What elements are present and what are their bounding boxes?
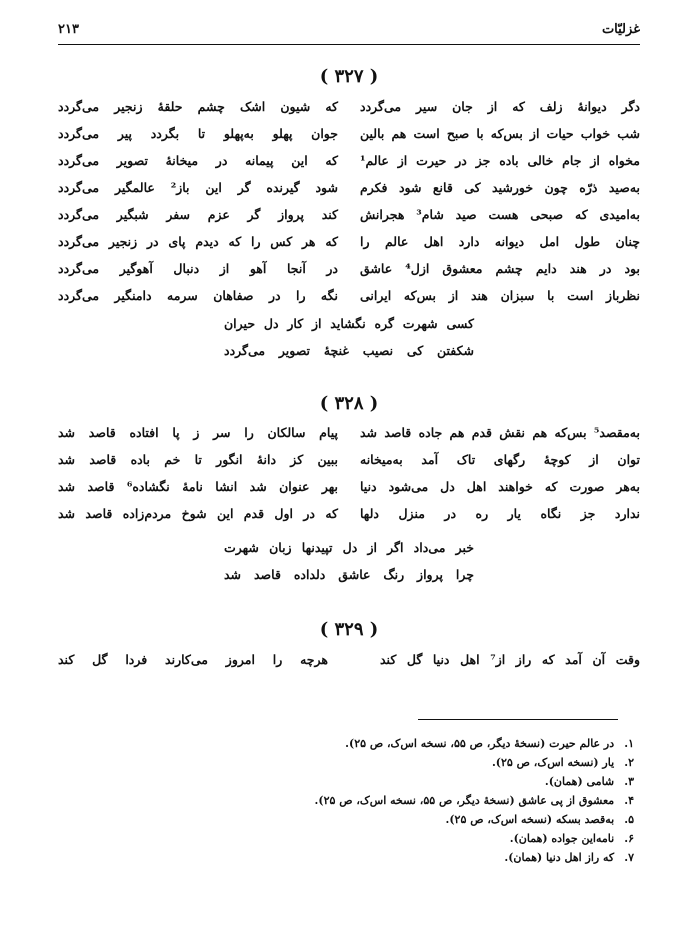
final-hemistich-2: چرا پرواز رنگ عاشق دلداده قاصد شد (224, 567, 474, 582)
second-hemistich: نگه را در صفاهان سرمه دامنگیر می‌گردد (58, 288, 338, 303)
second-hemistich: پیام سالکان را سر ز پا افتاده قاصد شد (58, 425, 338, 440)
first-hemistich: چنان طول امل دیوانه دارد اهل عالم را (360, 234, 640, 249)
footnote: ۴. معشوق از پی عاشق (نسخهٔ دیگر، ص ۵۵، نسخه اس‌ک، ص ۲۵). (314, 794, 634, 807)
final-couplet-line (0, 316, 698, 338)
first-hemistich: شب خواب حیات از بس‌که با صبح است هم بالین (360, 126, 640, 141)
first-hemistich: مخواه از جام خالی باده جز در حیرت از عالم¹ (360, 153, 640, 168)
couplet (58, 479, 640, 501)
header-rule (58, 44, 640, 45)
footnote: ۵. به‌قصد بسکه (نسخه اس‌ک، ص ۲۵). (445, 813, 634, 826)
second-hemistich: بهر عنوان شد انشا نامهٔ نگشاده⁶ قاصد شد (58, 479, 338, 494)
first-hemistich: نظرباز است با سبزان هند از بس‌که ایرانی (360, 288, 640, 303)
first-hemistich: به‌امیدی که صبحی هست صید شام³ هجرانش (360, 207, 640, 222)
first-hemistich: بود در هند دایم چشم معشوق ازل⁴ عاشق (360, 261, 640, 276)
footnote: ۳. شامی (همان). (544, 775, 634, 788)
second-hemistich: در آنجا آهو از دنبال آهوگیر می‌گردد (58, 261, 338, 276)
couplet (58, 207, 640, 229)
second-hemistich: ببین کز دانهٔ انگور تا خم باده قاصد شد (58, 452, 338, 467)
footnote: ۷. که راز اهل دنیا (همان). (504, 851, 634, 864)
couplet (58, 452, 640, 474)
footnote-rule (418, 719, 618, 720)
second-hemistich: شود گیرنده گر این باز² عالمگیر می‌گردد (58, 180, 338, 195)
couplet (58, 99, 640, 121)
second-hemistich: جوان پهلو به‌پهلو تا بگردد پیر می‌گردد (58, 126, 338, 141)
first-hemistich: به‌هر صورت که خواهند اهل دل می‌شود دنیا (360, 479, 640, 494)
couplet (58, 234, 640, 256)
poem-title-328: ( ۳۲۸ ) (319, 393, 379, 414)
final-couplet-line (0, 540, 698, 562)
footnote: ۱. در عالم حیرت (نسخهٔ دیگر، ص ۵۵، نسخه اس‌ک، ص ۲۵). (345, 737, 634, 750)
first-hemistich: ندارد جز نگاه یار ره در منزل دلها (360, 506, 640, 521)
page-header (58, 22, 640, 42)
first-hemistich: توان از کوچهٔ رگهای تاک آمد به‌میخانه (360, 452, 640, 467)
first-hemistich: وقت آن آمد که راز از⁷ اهل دنیا گل کند (380, 652, 640, 667)
footnote: ۲. یار (نسخه اس‌ک، ص ۲۵). (491, 756, 634, 769)
first-hemistich: دگر دیوانهٔ زلف که از جان سیر می‌گردد (360, 99, 640, 114)
running-title: غزلیّات (601, 22, 640, 37)
second-hemistich: که هر کس را که دیدم پای در زنجیر می‌گردد (58, 234, 338, 249)
first-hemistich: به‌مقصد⁵ بس‌که هم نقش قدم هم جاده قاصد شد (360, 425, 640, 440)
page-number: ۲۱۳ (58, 22, 79, 37)
second-hemistich: که این پیمانه در میخانهٔ تصویر می‌گردد (58, 153, 338, 168)
second-hemistich: کند پرواز گر عزم سفر شبگیر می‌گردد (58, 207, 338, 222)
first-hemistich: به‌صید ذرّه چون خورشید کی قانع شود فکرم (360, 180, 640, 195)
poem-title-327: ( ۳۲۷ ) (319, 66, 379, 87)
footnote: ۶. نامه‌این جواده (همان). (509, 832, 634, 845)
couplet (58, 425, 640, 447)
footnotes (214, 734, 634, 867)
final-hemistich-2: شکفتن کی نصیب غنچهٔ تصویر می‌گردد (224, 343, 474, 358)
couplet (58, 261, 640, 283)
couplet (58, 126, 640, 148)
second-hemistich: که در اول قدم این شوخ مردم‌زاده قاصد شد (58, 506, 338, 521)
second-hemistich: که شیون اشک چشم حلقهٔ زنجیر می‌گردد (58, 99, 338, 114)
second-hemistich: هرچه را امروز می‌کارند فردا گل کند (58, 652, 328, 667)
final-couplet-line (0, 567, 698, 589)
poem-title-329: ( ۳۲۹ ) (319, 619, 379, 640)
couplet (58, 180, 640, 202)
final-couplet-line (0, 343, 698, 365)
couplet (58, 506, 640, 528)
couplet (58, 288, 640, 310)
couplet (58, 652, 640, 674)
final-hemistich-1: کسی شهرت گره نگشاید از کار دل حیران (224, 316, 474, 331)
final-hemistich-1: خبر می‌داد اگر از دل تپیدنها زبان شهرت (224, 540, 474, 555)
couplet (58, 153, 640, 175)
